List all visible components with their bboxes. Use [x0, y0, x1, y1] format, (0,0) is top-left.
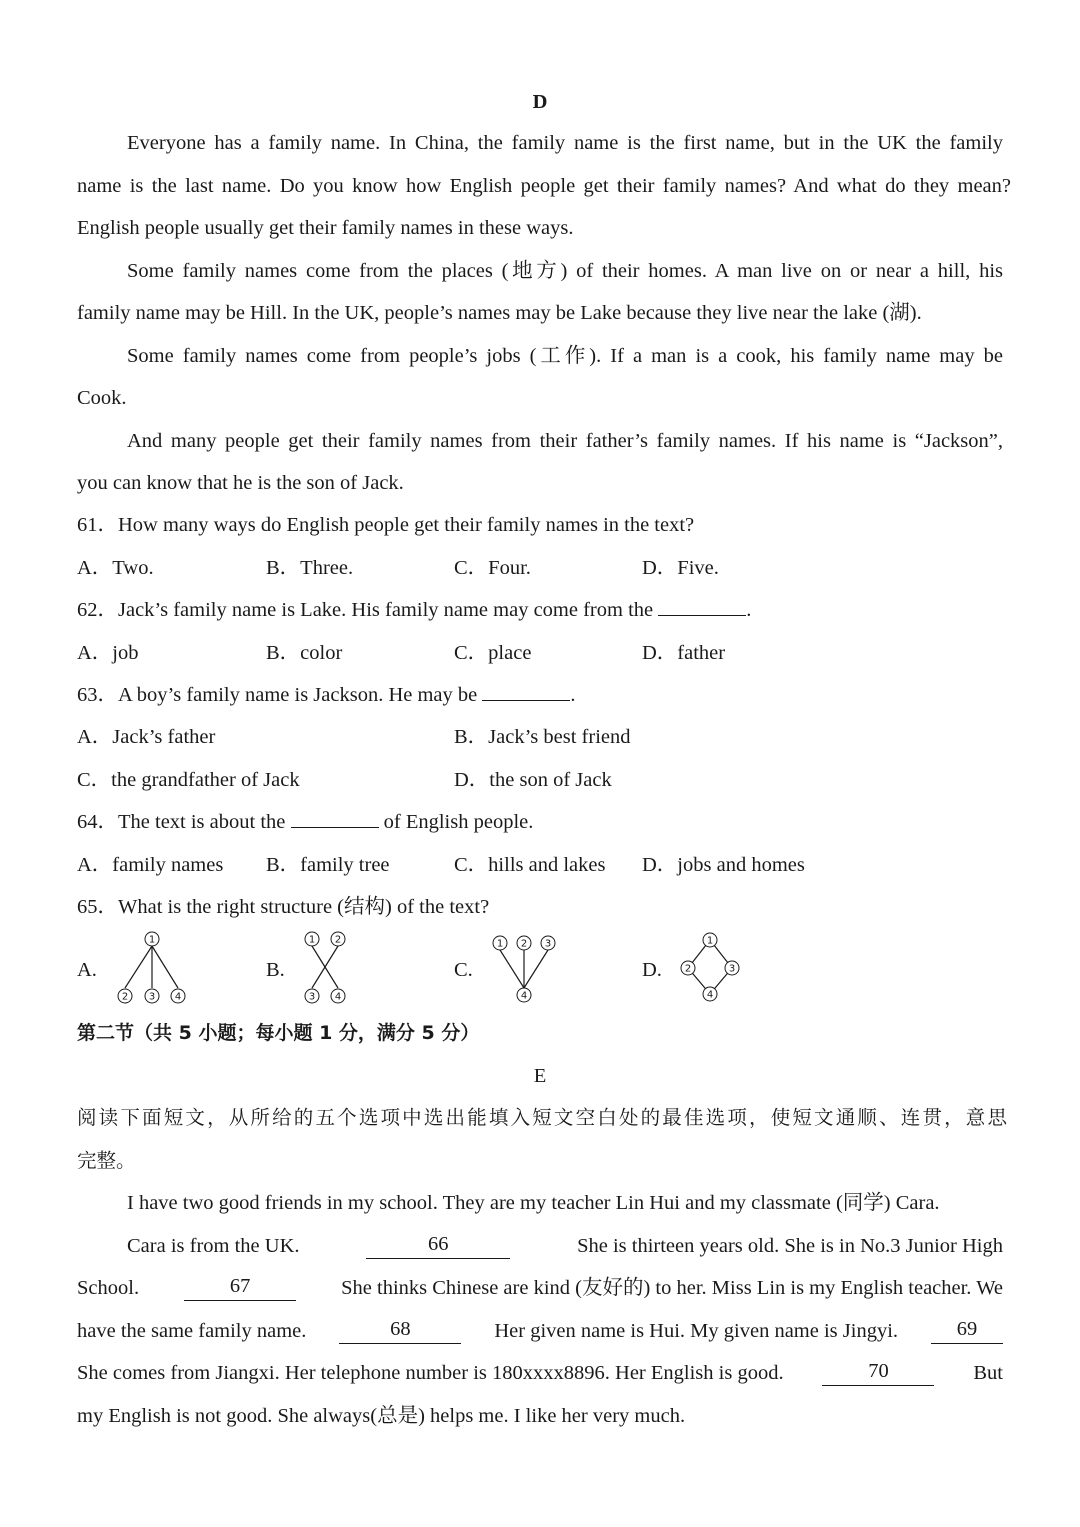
text-line: name is the last name. Do you know how English people get their family names? And what do they mean? — [77, 175, 1011, 197]
punctuation: . — [570, 684, 576, 706]
answer-blank-66: 66 — [366, 1233, 510, 1259]
text-segment: She is thirteen years old. She is in No.3 Junior High — [577, 1235, 1003, 1257]
question-63-stem-text: 63．A boy’s family name is Jackson. He may be — [77, 684, 483, 706]
text-segment: have the same family name. — [77, 1320, 307, 1342]
question-64-option-b: B．family tree — [266, 854, 390, 876]
question-61-stem: 61．How many ways do English people get their family names in the text? — [77, 514, 695, 536]
question-61-option-a: A．Two. — [77, 557, 154, 579]
circle-number: 3 — [308, 991, 316, 1003]
text-segment: She thinks Chinese are kind (友好的) to her. Miss Lin is my English teacher. We — [341, 1277, 1003, 1299]
text-segment: Her given name is Hui. My given name is Jingyi. — [494, 1320, 899, 1342]
passage-e-intro: I have two good friends in my school. They are my teacher Lin Hui and my classmate (同学) Cara. — [127, 1192, 940, 1214]
punctuation: . — [746, 599, 752, 621]
question-63-option-b: B．Jack’s best friend — [454, 726, 631, 748]
passage-heading-e: E — [533, 1065, 547, 1087]
answer-blank-69: 69 — [931, 1318, 1003, 1344]
answer-blank-70: 70 — [822, 1360, 934, 1386]
question-63-option-c: C．the grandfather of Jack — [77, 769, 300, 791]
circle-number: 1 — [706, 935, 714, 947]
circle-number: 2 — [121, 991, 129, 1003]
circle-number: 3 — [728, 963, 736, 975]
passage-e-line: my English is not good. She always(总是) helps me. I like her very much. — [77, 1405, 686, 1427]
question-64-option-a: A．family names — [77, 854, 224, 876]
text-line: Everyone has a family name. In China, the family name is the first name, but in the UK the family — [127, 132, 1003, 154]
text-segment: Cara is from the UK. — [127, 1235, 300, 1257]
question-61-option-c: C．Four. — [454, 557, 531, 579]
structure-diagram-c — [488, 928, 568, 1008]
question-65-option-b: B. — [266, 959, 285, 981]
circle-number: 4 — [334, 991, 342, 1003]
circle-number: 1 — [496, 938, 504, 950]
circle-number: 2 — [684, 963, 692, 975]
passage-heading-d: D — [532, 91, 548, 113]
passage-e-line — [77, 1318, 1003, 1344]
passage-e-line — [127, 1233, 1003, 1259]
circle-number: 3 — [148, 991, 156, 1003]
text-line: And many people get their family names from their father’s family names. If his name is “Jackson”, — [127, 430, 1003, 452]
answer-blank — [482, 700, 570, 701]
question-64-option-c: C．hills and lakes — [454, 854, 606, 876]
question-62-option-b: B．color — [266, 642, 343, 664]
question-65-option-d: D. — [642, 959, 662, 981]
question-65-option-c: C. — [454, 959, 473, 981]
circle-number: 3 — [544, 938, 552, 950]
text-segment: She comes from Jiangxi. Her telephone number is 180xxxx8896. Her English is good. — [77, 1362, 784, 1384]
passage-e-line — [77, 1360, 1003, 1386]
text-line: 完整。 — [77, 1149, 136, 1172]
question-65-stem: 65．What is the right structure (结构) of the text? — [77, 896, 490, 918]
circle-number: 2 — [334, 934, 342, 946]
text-line: Some family names come from the places (地方) of their homes. A man live on or near a hill, his — [127, 260, 1003, 282]
question-63-option-d: D．the son of Jack — [454, 769, 612, 791]
question-62-stem — [77, 597, 1007, 623]
question-65-option-a: A. — [77, 959, 97, 981]
text-line: Cook. — [77, 387, 127, 409]
answer-blank — [291, 827, 379, 828]
circle-number: 1 — [148, 934, 156, 946]
question-61-option-b: B．Three. — [266, 557, 354, 579]
text-segment: School. — [77, 1277, 140, 1299]
answer-blank-67: 67 — [184, 1275, 296, 1301]
text-line: Some family names come from people’s jobs (工作). If a man is a cook, his family name may be — [127, 345, 1003, 367]
text-line: you can know that he is the son of Jack. — [77, 472, 404, 494]
question-62-option-d: D．father — [642, 642, 726, 664]
question-64-option-d: D．jobs and homes — [642, 854, 805, 876]
question-62-option-c: C．place — [454, 642, 532, 664]
question-62-stem-text: 62．Jack’s family name is Lake. His family name may come from the — [77, 599, 659, 621]
circle-number: 1 — [308, 934, 316, 946]
circle-number: 4 — [706, 989, 714, 1001]
question-62-option-a: A．job — [77, 642, 139, 664]
text-segment: But — [973, 1362, 1003, 1384]
question-64-stem — [77, 809, 1007, 835]
circle-number: 4 — [520, 990, 528, 1002]
structure-diagram-a — [110, 928, 200, 1008]
question-63-option-a: A．Jack’s father — [77, 726, 216, 748]
question-63-stem — [77, 682, 1007, 708]
text-line: 阅读下面短文，从所给的五个选项中选出能填入短文空白处的最佳选项，使短文通顺、连贯，意思 — [77, 1106, 1007, 1129]
text-line: English people usually get their family names in these ways. — [77, 217, 574, 239]
question-61-option-d: D．Five. — [642, 557, 719, 579]
answer-blank — [658, 615, 746, 616]
section-2-heading: 第二节（共 5 小题；每小题 1 分，满分 5 分） — [77, 1022, 480, 1044]
circle-number: 2 — [520, 938, 528, 950]
answer-blank-68: 68 — [339, 1318, 461, 1344]
question-64-stem-tail: of English people. — [378, 811, 534, 833]
structure-diagram-d — [676, 928, 746, 1008]
question-64-stem-text: 64．The text is about the — [77, 811, 291, 833]
text-line: family name may be Hill. In the UK, people’s names may be Lake because they live near the lake (湖). — [77, 302, 922, 324]
circle-number: 4 — [174, 991, 182, 1003]
passage-e-line — [77, 1275, 1003, 1301]
structure-diagram-b — [298, 928, 358, 1008]
